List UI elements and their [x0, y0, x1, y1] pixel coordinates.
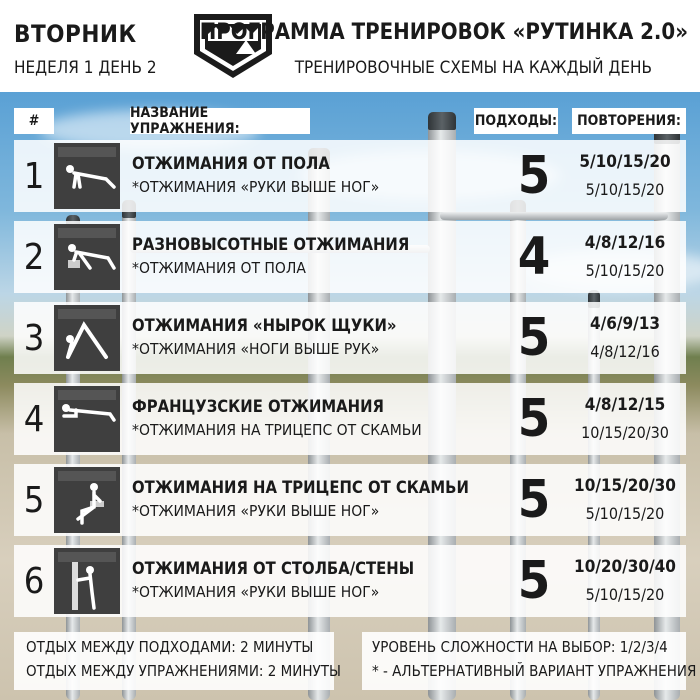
- bench-dip-icon: [54, 467, 120, 533]
- exercise-row: [14, 383, 686, 455]
- exercise-reps: 10/15/20/30: [574, 476, 676, 496]
- exercise-reps: 4/6/9/13: [590, 314, 660, 334]
- week-day-label: НЕДЕЛЯ 1 ДЕНЬ 2: [14, 58, 157, 78]
- exercise-sets: 5: [517, 389, 551, 449]
- exercise-alternative: *ОТЖИМАНИЯ НА ТРИЦЕПС ОТ СКАМЬИ: [132, 421, 422, 439]
- exercise-name: ОТЖИМАНИЯ ОТ СТОЛБА/СТЕНЫ: [132, 559, 415, 578]
- exercise-name: РАЗНОВЫСОТНЫЕ ОТЖИМАНИЯ: [132, 235, 410, 254]
- pike-push-up-icon: [54, 305, 120, 371]
- horizontal-bar: [440, 212, 668, 220]
- column-header-sets: ПОДХОДЫ:: [474, 108, 558, 134]
- exercise-name: ОТЖИМАНИЯ НА ТРИЦЕПС ОТ СКАМЬИ: [132, 478, 469, 497]
- exercise-alt-reps: 5/10/15/20: [585, 504, 665, 523]
- program-subtitle: ТРЕНИРОВОЧНЫЕ СХЕМЫ НА КАЖДЫЙ ДЕНЬ: [294, 58, 652, 78]
- exercise-alternative: *ОТЖИМАНИЯ «РУКИ ВЫШЕ НОГ»: [132, 502, 380, 520]
- exercise-alternative: *ОТЖИМАНИЯ ОТ ПОЛА: [132, 259, 306, 277]
- exercise-alternative: *ОТЖИМАНИЯ «РУКИ ВЫШЕ НОГ»: [132, 178, 380, 196]
- exercise-name: ОТЖИМАНИЯ «НЫРОК ЩУКИ»: [132, 316, 397, 335]
- rest-info-box: [14, 632, 341, 690]
- rest-between-sets: ОТДЫХ МЕЖДУ ПОДХОДАМИ: 2 МИНУТЫ: [26, 638, 314, 656]
- exercise-alternative: *ОТЖИМАНИЯ «РУКИ ВЫШЕ НОГ»: [132, 583, 380, 601]
- difficulty-info-box: [362, 632, 697, 690]
- exercise-reps: 10/20/30/40: [574, 557, 676, 577]
- exercise-sets: 5: [517, 146, 551, 206]
- exercise-alt-reps: 5/10/15/20: [585, 585, 665, 604]
- exercise-number: 5: [23, 479, 45, 521]
- push-up-icon: [54, 143, 120, 209]
- exercise-name: ФРАНЦУЗСКИЕ ОТЖИМАНИЯ: [132, 397, 384, 416]
- wall-push-up-icon: [54, 548, 120, 614]
- day-title: ВТОРНИК: [14, 20, 137, 48]
- exercise-number: 1: [23, 155, 45, 197]
- exercise-number: 3: [23, 317, 45, 359]
- uneven-push-up-icon: [54, 224, 120, 290]
- exercise-row: [14, 545, 686, 617]
- exercise-alternative: *ОТЖИМАНИЯ «НОГИ ВЫШЕ РУК»: [132, 340, 380, 358]
- exercise-reps: 5/10/15/20: [579, 152, 671, 172]
- exercise-reps: 4/8/12/15: [584, 395, 666, 415]
- exercise-row: [14, 140, 686, 212]
- exercise-number: 2: [23, 236, 45, 278]
- exercise-sets: 5: [517, 308, 551, 368]
- column-header-reps: ПОВТОРЕНИЯ:: [572, 108, 686, 134]
- exercise-alt-reps: 4/8/12/16: [590, 342, 660, 361]
- french-push-up-icon: [54, 386, 120, 452]
- exercise-row: [14, 464, 686, 536]
- exercise-alt-reps: 10/15/20/30: [581, 423, 669, 442]
- exercise-sets: 4: [517, 227, 551, 287]
- exercise-alt-reps: 5/10/15/20: [585, 261, 665, 280]
- program-title: ПРОГРАММА ТРЕНИРОВОК «РУТИНКА 2.0»: [199, 20, 688, 45]
- rest-between-exercises: ОТДЫХ МЕЖДУ УПРАЖНЕНИЯМИ: 2 МИНУТЫ: [26, 662, 341, 680]
- exercise-sets: 5: [517, 470, 551, 530]
- exercise-row: [14, 221, 686, 293]
- exercise-name: ОТЖИМАНИЯ ОТ ПОЛА: [132, 154, 330, 173]
- difficulty-level: УРОВЕНЬ СЛОЖНОСТИ НА ВЫБОР: 1/2/3/4: [372, 638, 668, 656]
- exercise-number: 6: [23, 560, 45, 602]
- exercise-number: 4: [23, 398, 45, 440]
- column-header-name: НАЗВАНИЕ УПРАЖНЕНИЯ:: [130, 108, 310, 134]
- alternative-note: * - АЛЬТЕРНАТИВНЫЙ ВАРИАНТ УПРАЖНЕНИЯ: [372, 662, 697, 680]
- header: [0, 0, 700, 92]
- exercise-sets: 5: [517, 551, 551, 611]
- exercise-reps: 4/8/12/16: [584, 233, 666, 253]
- exercise-alt-reps: 5/10/15/20: [585, 180, 665, 199]
- exercise-row: [14, 302, 686, 374]
- column-header-number: #: [14, 108, 54, 134]
